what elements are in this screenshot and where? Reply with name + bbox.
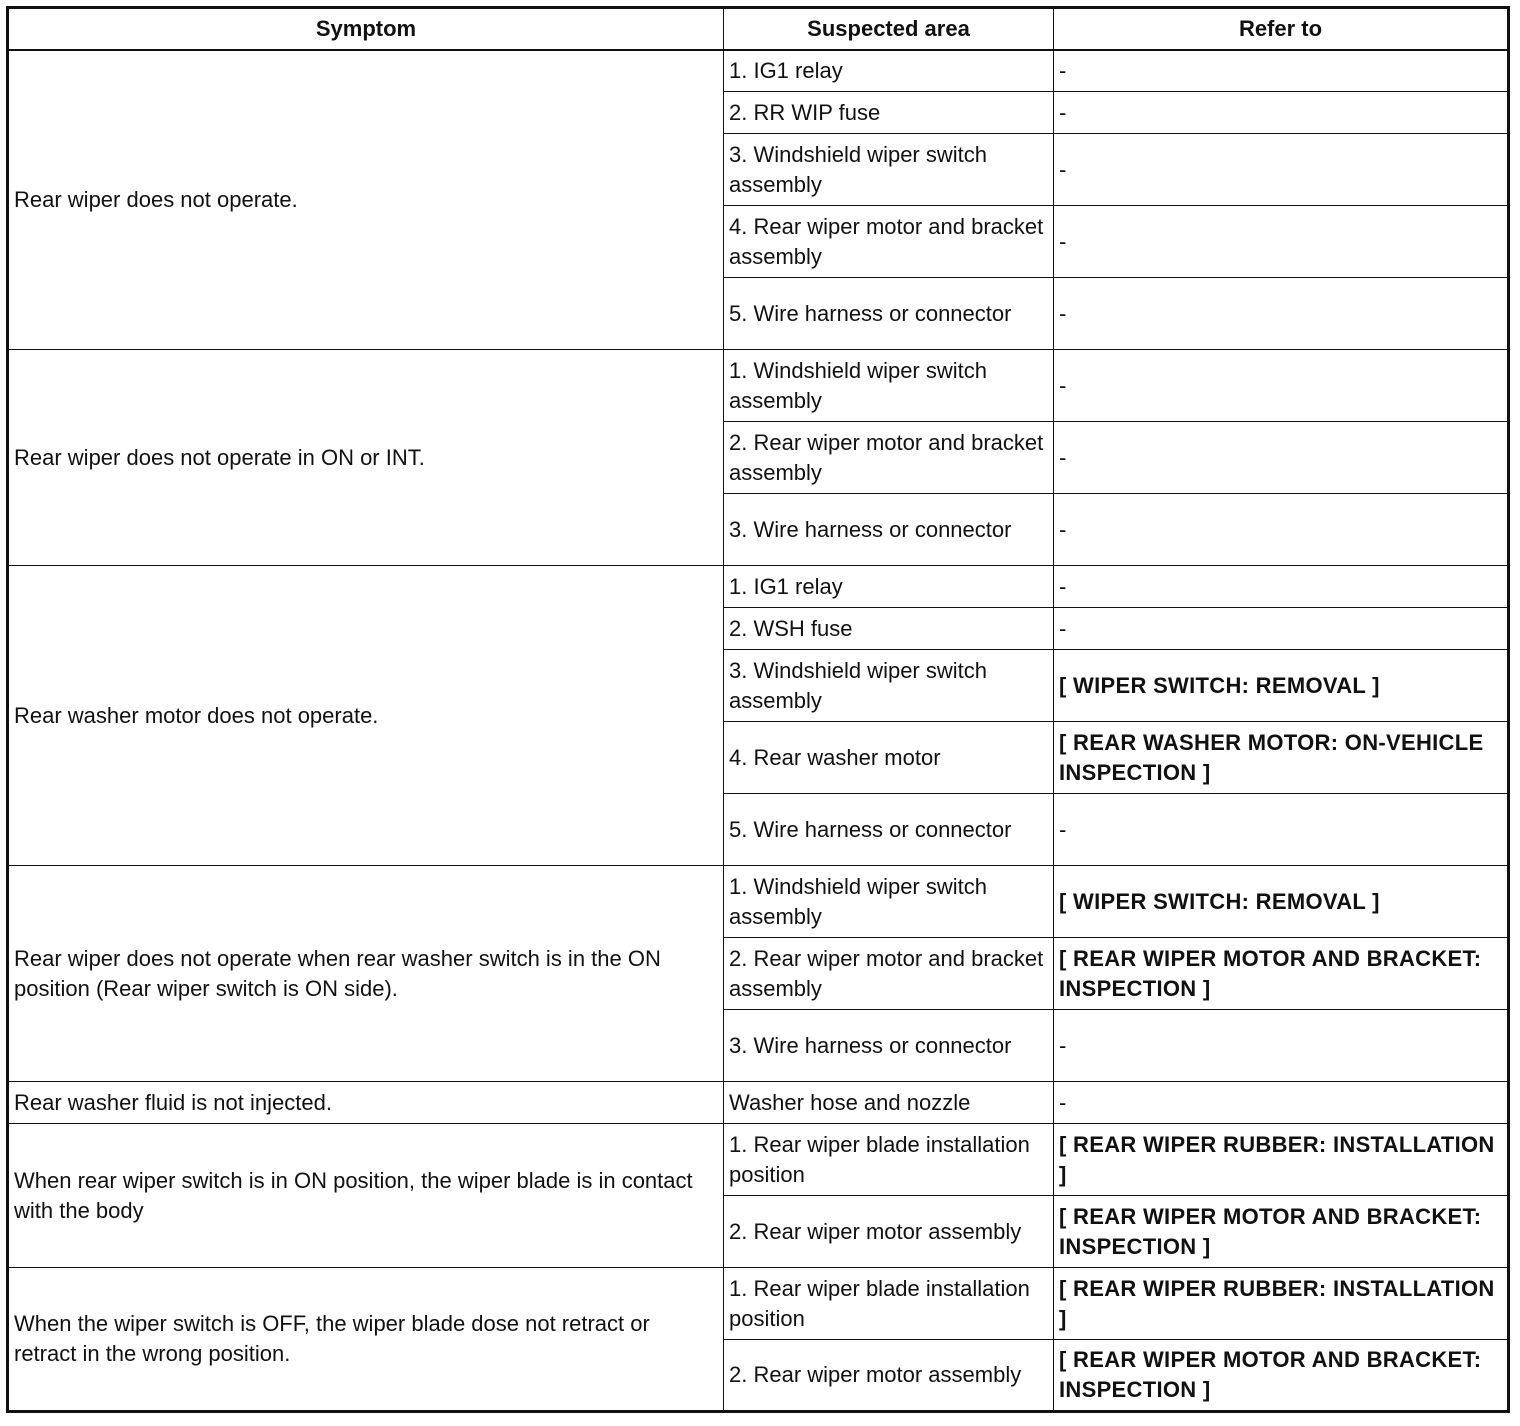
table-row <box>8 866 1509 938</box>
suspected-area-cell: 5. Wire harness or connector <box>724 278 1054 350</box>
suspected-area-cell: 5. Wire harness or connector <box>724 794 1054 866</box>
table-row <box>8 1082 1509 1124</box>
suspected-area-cell: 1. Windshield wiper switch assembly <box>724 866 1054 938</box>
refer-to-cell: - <box>1054 350 1509 422</box>
suspected-area-cell: 2. Rear wiper motor assembly <box>724 1196 1054 1268</box>
header-symptom: Symptom <box>8 8 724 50</box>
table-row <box>8 350 1509 422</box>
header-row <box>8 8 1509 50</box>
table-row <box>8 50 1509 92</box>
suspected-area-cell: 2. Rear wiper motor and bracket assembly <box>724 938 1054 1010</box>
suspected-area-cell: 2. Rear wiper motor assembly <box>724 1340 1054 1412</box>
refer-to-cell: - <box>1054 566 1509 608</box>
header-suspected-area: Suspected area <box>724 8 1054 50</box>
refer-to-cell: - <box>1054 794 1509 866</box>
suspected-area-cell: 4. Rear washer motor <box>724 722 1054 794</box>
refer-to-cell: - <box>1054 50 1509 92</box>
header-refer-to: Refer to <box>1054 8 1509 50</box>
suspected-area-cell: 4. Rear wiper motor and bracket assembly <box>724 206 1054 278</box>
symptom-cell: When the wiper switch is OFF, the wiper blade dose not retract or retract in the wrong position. <box>8 1268 724 1412</box>
suspected-area-cell: 2. Rear wiper motor and bracket assembly <box>724 422 1054 494</box>
symptom-cell: Rear wiper does not operate when rear washer switch is in the ON position (Rear wiper switch is ON side). <box>8 866 724 1082</box>
refer-to-link[interactable]: [ REAR WASHER MOTOR: ON-VEHICLE INSPECTION ] <box>1054 722 1509 794</box>
refer-to-link[interactable]: [ REAR WIPER MOTOR AND BRACKET: INSPECTION ] <box>1054 1340 1509 1412</box>
suspected-area-cell: 3. Wire harness or connector <box>724 1010 1054 1082</box>
troubleshooting-table <box>6 6 1510 1413</box>
suspected-area-cell: 1. Rear wiper blade installation position <box>724 1124 1054 1196</box>
symptom-cell: Rear wiper does not operate in ON or INT. <box>8 350 724 566</box>
suspected-area-cell: Washer hose and nozzle <box>724 1082 1054 1124</box>
suspected-area-cell: 1. IG1 relay <box>724 50 1054 92</box>
table-row <box>8 1124 1509 1196</box>
refer-to-cell: - <box>1054 494 1509 566</box>
refer-to-cell: - <box>1054 206 1509 278</box>
refer-to-cell: - <box>1054 608 1509 650</box>
refer-to-link[interactable]: [ WIPER SWITCH: REMOVAL ] <box>1054 650 1509 722</box>
symptom-cell: When rear wiper switch is in ON position, the wiper blade is in contact with the body <box>8 1124 724 1268</box>
table-row <box>8 1268 1509 1340</box>
refer-to-cell: - <box>1054 134 1509 206</box>
refer-to-cell: - <box>1054 422 1509 494</box>
suspected-area-cell: 3. Wire harness or connector <box>724 494 1054 566</box>
suspected-area-cell: 3. Windshield wiper switch assembly <box>724 650 1054 722</box>
refer-to-link[interactable]: [ REAR WIPER RUBBER: INSTALLATION ] <box>1054 1268 1509 1340</box>
symptom-cell: Rear washer motor does not operate. <box>8 566 724 866</box>
refer-to-cell: - <box>1054 278 1509 350</box>
refer-to-link[interactable]: [ REAR WIPER MOTOR AND BRACKET: INSPECTION ] <box>1054 1196 1509 1268</box>
refer-to-cell: - <box>1054 92 1509 134</box>
suspected-area-cell: 1. Rear wiper blade installation position <box>724 1268 1054 1340</box>
symptom-cell: Rear wiper does not operate. <box>8 50 724 350</box>
suspected-area-cell: 3. Windshield wiper switch assembly <box>724 134 1054 206</box>
suspected-area-cell: 1. Windshield wiper switch assembly <box>724 350 1054 422</box>
suspected-area-cell: 1. IG1 relay <box>724 566 1054 608</box>
refer-to-cell: - <box>1054 1010 1509 1082</box>
refer-to-link[interactable]: [ REAR WIPER MOTOR AND BRACKET: INSPECTION ] <box>1054 938 1509 1010</box>
table-body <box>8 50 1509 1412</box>
refer-to-link[interactable]: [ REAR WIPER RUBBER: INSTALLATION ] <box>1054 1124 1509 1196</box>
refer-to-cell: - <box>1054 1082 1509 1124</box>
suspected-area-cell: 2. RR WIP fuse <box>724 92 1054 134</box>
refer-to-link[interactable]: [ WIPER SWITCH: REMOVAL ] <box>1054 866 1509 938</box>
suspected-area-cell: 2. WSH fuse <box>724 608 1054 650</box>
table-row <box>8 566 1509 608</box>
symptom-cell: Rear washer fluid is not injected. <box>8 1082 724 1124</box>
